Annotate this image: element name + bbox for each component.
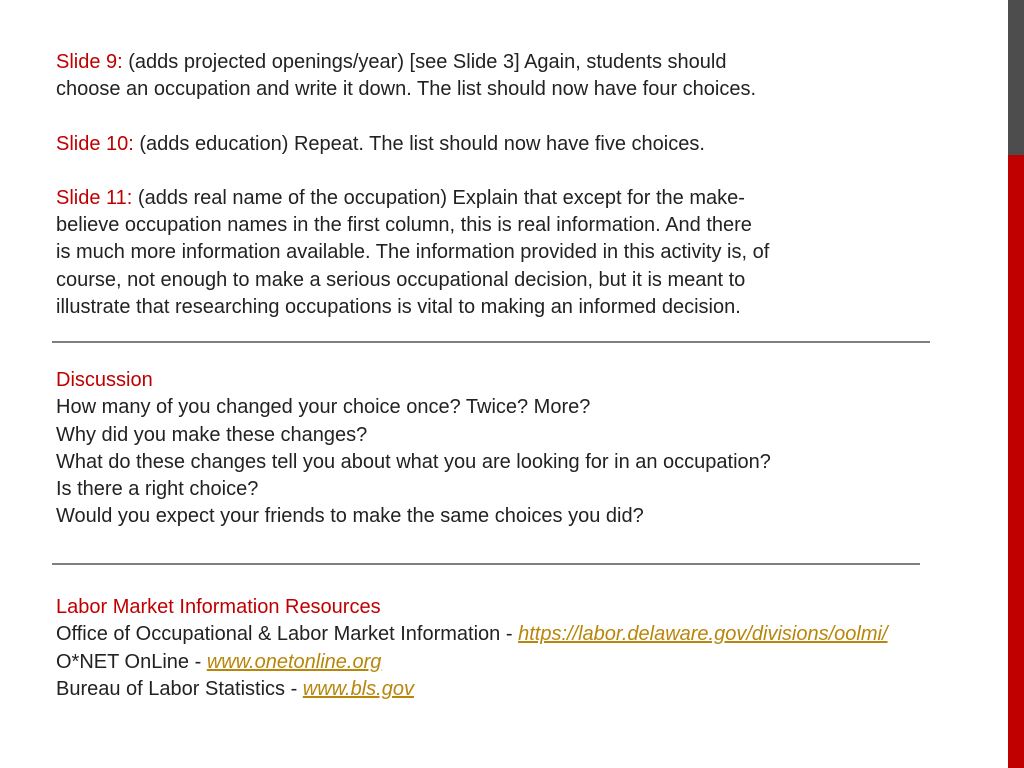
slide-11-note — [56, 185, 996, 321]
resource-item-oolmi — [56, 621, 1006, 648]
slide-10-label: Slide 10: — [56, 132, 134, 155]
resources-section — [56, 594, 1006, 703]
slide-notes — [56, 49, 996, 321]
slide-9-note — [56, 49, 996, 104]
slide-10-text: (adds education) Repeat. The list should now have five choices. — [133, 132, 705, 155]
slide-9-text-line: choose an occupation and write it down. The list should now have four choices. — [56, 78, 757, 101]
divider-top — [52, 341, 930, 343]
resource-name: Office of Occupational & Labor Market Information - — [56, 623, 519, 646]
slide-9-text: (adds projected openings/year) [see Slide 3] Again, students should — [122, 51, 727, 73]
resource-link-bls[interactable]: www.bls.gov — [302, 677, 414, 700]
divider-bottom — [52, 563, 920, 565]
slide-10-note — [56, 131, 996, 158]
discussion-question: What do these changes tell you about what you are looking for in an occupation? — [56, 450, 771, 473]
side-accent-bar-red — [1008, 155, 1024, 768]
discussion-question: Would you expect your friends to make the same choices you did? — [56, 505, 644, 528]
slide-9-label: Slide 9: — [56, 51, 123, 73]
resource-link-oolmi[interactable]: https://labor.delaware.gov/divisions/oolmi/ — [518, 623, 888, 646]
slide-11-text-line: believe occupation names in the first column, this is real information. And there — [56, 214, 752, 237]
side-accent-bar-grey — [1008, 0, 1024, 155]
discussion-question: How many of you changed your choice once? Twice? More? — [56, 396, 591, 419]
resource-item-bls — [56, 676, 1006, 703]
discussion-question: Is there a right choice? — [56, 478, 259, 501]
slide-11-text: (adds real name of the occupation) Explain that except for the make- — [132, 186, 745, 209]
resource-link-onet[interactable]: www.onetonline.org — [206, 650, 382, 673]
resource-name: O*NET OnLine - — [56, 650, 207, 673]
slide-11-text-line: is much more information available. The information provided in this activity is, of — [56, 241, 770, 264]
resource-name: Bureau of Labor Statistics - — [56, 677, 303, 700]
discussion-question: Why did you make these changes? — [56, 423, 368, 446]
slide-11-label: Slide 11: — [56, 186, 133, 209]
resource-item-onet — [56, 649, 1006, 676]
slide-11-text-line: illustrate that researching occupations is vital to making an informed decision. — [56, 296, 741, 319]
discussion-heading: Discussion — [56, 369, 153, 391]
resources-heading: Labor Market Information Resources — [56, 596, 381, 618]
discussion-section — [56, 367, 1006, 531]
slide-11-text-line: course, not enough to make a serious occupational decision, but it is meant to — [56, 268, 746, 291]
